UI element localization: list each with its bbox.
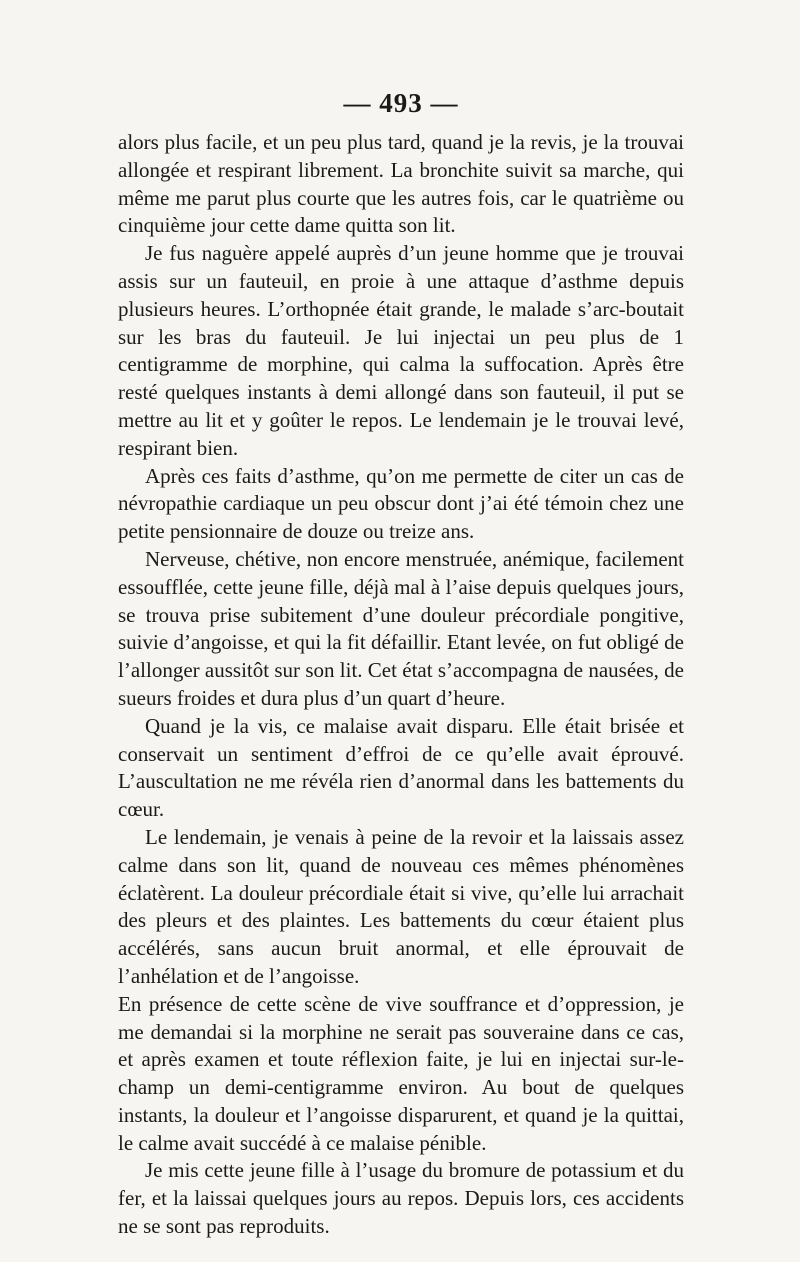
paragraph-8: Je mis cette jeune fille à l’usage du bromure de potassium et du fer, et la laissai quelques jours au repos. Depuis lors, ces accidents ne se sont pas reproduits.: [118, 1158, 684, 1239]
paragraph-7: En présence de cette scène de vive souffrance et d’oppression, je me demandai si la morphine ne serait pas souveraine dans ce cas, et après examen et toute réflexion faite, je lui en injectai sur-le-champ un demi-centigramme environ. Au bout de quelques instants, la douleur et l’angoisse disparurent, et quand je la quittai, le calme avait succédé à ce malaise pénible.: [118, 991, 684, 1155]
body-text: [118, 129, 684, 1241]
paragraph-6: Le lendemain, je venais à peine de la revoir et la laissais assez calme dans son lit, quand de nouveau ces mêmes phénomènes éclatèrent. La douleur précordiale était si vive, qu’elle lui arrachait des pleurs et des plaintes. Les battements du cœur étaient plus accélérés, sans aucun bruit anormal, et elle éprouvait de l’anhélation et de l’angoisse.: [118, 824, 684, 988]
paragraph-3: Après ces faits d’asthme, qu’on me permette de citer un cas de névropathie cardiaque un peu obscur dont j’ai été témoin chez une petite pensionnaire de douze ou treize ans.: [118, 463, 684, 544]
page-number: — 493 —: [343, 88, 459, 118]
paragraph-2: Je fus naguère appelé auprès d’un jeune homme que je trouvai assis sur un fauteuil, en proie à une attaque d’asthme depuis plusieurs heures. L’orthopnée était grande, le malade s’arc-boutait sur les bras du fauteuil. Je lui injectai un peu plus de 1 centigramme de morphine, qui calma la suffocation. Après être resté quelques instants à demi allongé dans son fauteuil, il put se mettre au lit et y goûter le repos. Le lendemain je le trouvai levé, respirant bien.: [118, 241, 684, 460]
paragraph-5: Quand je la vis, ce malaise avait disparu. Elle était brisée et conservait un sentiment d’effroi de ce qu’elle avait éprouvé. L’auscultation ne me révéla rien d’anormal dans les battements du cœur.: [118, 713, 684, 822]
paragraph-4: Nerveuse, chétive, non encore menstruée, anémique, facilement essoufflée, cette jeune fille, déjà mal à l’aise depuis quelques jours, se trouva prise subitement d’une douleur précordiale pongitive, suivie d’angoisse, et qui la fit défaillir. Etant levée, on fut obligé de l’allonger aussitôt sur son lit. Cet état s’accompagna de nausées, de sueurs froides et dura plus d’un quart d’heure.: [118, 546, 684, 710]
paragraph-1: alors plus facile, et un peu plus tard, quand je la revis, je la trouvai allongée et respirant librement. La bronchite suivit sa marche, qui même me parut plus courte que les autres fois, car le quatrième ou cinquième jour cette dame quitta son lit.: [118, 130, 684, 238]
